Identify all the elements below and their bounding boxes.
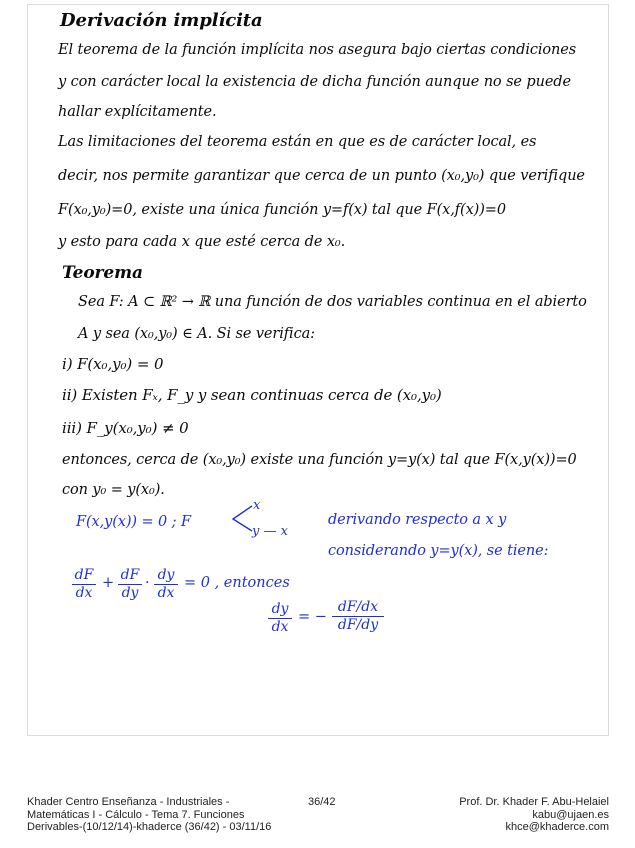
footer-left-line-2: Matemáticas I - Cálculo - Tema 7. Funciones	[27, 808, 245, 821]
footer-left	[27, 796, 271, 834]
theorem-heading: Teorema	[62, 263, 143, 283]
fraction-dy-dx	[154, 568, 178, 601]
dot-operator: ·	[145, 575, 150, 591]
fraction-num: dF/dx	[337, 599, 379, 615]
derivation-note-2: considerando y=y(x), se tiene:	[328, 543, 549, 559]
intro-line-2: y con carácter local la existencia de dicha función aunque no se puede	[58, 74, 571, 90]
footer-left-line-1: Khader Centro Enseñanza - Industriales -	[27, 796, 230, 808]
fraction-num: dF	[74, 567, 94, 583]
fraction-den: dF/dy	[337, 617, 379, 633]
tree-bottom: y — x	[252, 524, 288, 539]
footer-author: Prof. Dr. Khader F. Abu-Helaiel	[459, 796, 609, 808]
theorem-statement-1: Sea F: A ⊂ ℝ² → ℝ una función de dos variables continua en el abierto	[78, 294, 587, 310]
tree-top: x	[253, 498, 261, 513]
intro-line-3: hallar explícitamente.	[58, 104, 217, 120]
condition-iii: iii) F_y(x₀,y₀) ≠ 0	[62, 419, 189, 437]
page-title: Derivación implícita	[60, 10, 263, 31]
fraction-num: dy	[271, 601, 289, 617]
fraction-dF-dy	[118, 568, 142, 601]
result-equals: = −	[298, 609, 327, 625]
footer-email-2[interactable]: khce@khaderce.com	[505, 821, 609, 833]
fraction-den: dy	[121, 585, 139, 601]
footer-email-1[interactable]: kabu@ujaen.es	[532, 808, 609, 821]
result-lhs-fraction	[268, 602, 292, 635]
derivation-equation: F(x,y(x)) = 0 ; F	[76, 514, 191, 530]
limitations-line-4: y esto para cada x que esté cerca de x₀.	[58, 234, 346, 250]
footer-page-number	[308, 796, 336, 809]
fraction-num: dy	[157, 567, 175, 583]
fraction-dF-dx	[72, 568, 96, 601]
fraction-den: dx	[157, 585, 175, 601]
plus-sign: +	[102, 575, 115, 591]
fraction-den: dx	[75, 585, 93, 601]
footer-right	[459, 796, 609, 834]
conclusion-line-2: con y₀ = y(x₀).	[62, 482, 165, 498]
fraction-num: dF	[120, 567, 140, 583]
theorem-statement-2: A y sea (x₀,y₀) ∈ A. Si se verifica:	[78, 326, 315, 342]
condition-i: i) F(x₀,y₀) = 0	[62, 355, 164, 373]
dependency-tree-lines	[230, 502, 254, 536]
limitations-line-2: decir, nos permite garantizar que cerca de un punto (x₀,y₀) que verifique	[58, 168, 585, 184]
intro-line-1: El teorema de la función implícita nos asegura bajo ciertas condiciones	[58, 42, 577, 58]
conclusion-line-1: entonces, cerca de (x₀,y₀) existe una función y=y(x) tal que F(x,y(x))=0	[62, 452, 577, 468]
condition-ii: ii) Existen Fₓ, F_y y sean continuas cerca de (x₀,y₀)	[62, 386, 442, 404]
footer-left-line-3: Derivables-(10/12/14)-khaderce (36/42) - 03/11/16	[27, 821, 272, 833]
equals-zero-then: = 0 , entonces	[184, 575, 290, 591]
result-rhs-fraction	[332, 600, 384, 633]
page-number: 36/42	[308, 796, 336, 808]
fraction-den: dx	[271, 619, 289, 635]
limitations-line-3: F(x₀,y₀)=0, existe una única función y=f(x) tal que F(x,f(x))=0	[58, 202, 506, 218]
derivation-note-1: derivando respecto a x y	[328, 512, 507, 528]
limitations-line-1: Las limitaciones del teorema están en que es de carácter local, es	[58, 134, 537, 150]
